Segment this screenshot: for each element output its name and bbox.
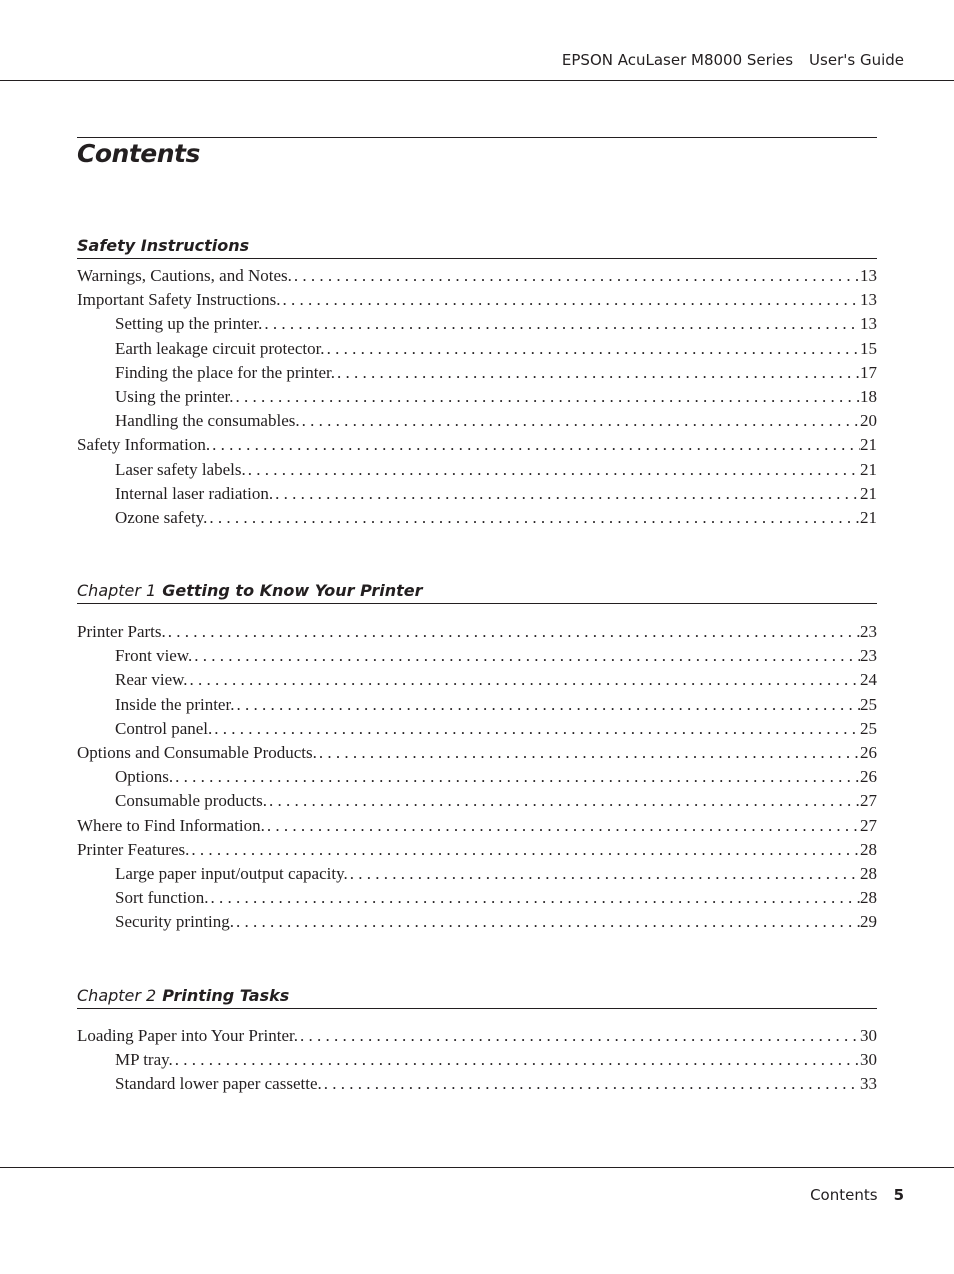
- toc-entry-label: Loading Paper into Your Printer.: [77, 1026, 298, 1045]
- toc-entry-page: 20: [860, 411, 877, 431]
- dot-leader: [281, 288, 861, 312]
- dot-leader: [234, 910, 860, 934]
- toc-entry[interactable]: [77, 741, 877, 765]
- toc-entry-label: Where to Find Information.: [77, 815, 265, 835]
- section-prefix: Chapter 2: [77, 986, 157, 1005]
- toc-entry-label: Setting up the printer.: [115, 314, 263, 334]
- toc-entry[interactable]: [77, 482, 877, 506]
- toc-entry-label: Using the printer.: [115, 386, 234, 406]
- toc-entry-label: Options.: [115, 767, 174, 787]
- toc-entry-label: Earth leakage circuit protector.: [115, 338, 325, 358]
- running-header: [562, 51, 904, 69]
- toc-entry-page: 25: [860, 694, 877, 714]
- toc-entry[interactable]: [77, 693, 877, 717]
- toc-entry-page: 29: [860, 912, 877, 932]
- dot-leader: [267, 789, 860, 813]
- toc-entry-label: Large paper input/output capacity.: [115, 863, 348, 883]
- toc-entry[interactable]: [77, 1024, 877, 1048]
- toc-entry-page: 27: [860, 815, 877, 835]
- toc-entry[interactable]: [77, 717, 877, 741]
- toc-entry-page: 15: [860, 338, 877, 358]
- section-name: Printing Tasks: [162, 986, 290, 1005]
- toc-entry-page: 25: [860, 718, 877, 738]
- toc-entry-page: 21: [860, 459, 877, 479]
- toc-entry-page: 23: [860, 646, 877, 666]
- toc-entry[interactable]: [77, 506, 877, 530]
- toc-entry-label: Front view.: [115, 646, 193, 666]
- toc-entry[interactable]: [77, 814, 877, 838]
- dot-leader: [207, 506, 860, 530]
- toc-entry-page: 26: [860, 742, 877, 762]
- toc-entry-label: Finding the place for the printer.: [115, 362, 335, 382]
- toc-entry[interactable]: [77, 1072, 877, 1096]
- toc-entry-page: 28: [860, 863, 877, 883]
- toc-entry-label: Warnings, Cautions, and Notes.: [77, 266, 292, 285]
- toc-entry[interactable]: [77, 409, 877, 433]
- toc-entry-page: 23: [860, 622, 877, 641]
- toc-entry[interactable]: [77, 361, 877, 385]
- toc-list-chapter-1: [77, 620, 877, 934]
- dot-leader: [234, 385, 860, 409]
- toc-entry-label: Consumable products.: [115, 791, 268, 811]
- toc-entry[interactable]: [77, 264, 877, 288]
- toc-entry-label: Ozone safety.: [115, 507, 208, 527]
- toc-entry-page: 27: [860, 791, 877, 811]
- toc-entry-page: 28: [860, 888, 877, 908]
- toc-entry[interactable]: [77, 458, 877, 482]
- toc-entry-label: Printer Features.: [77, 839, 190, 859]
- dot-leader: [317, 741, 860, 765]
- toc-entry[interactable]: [77, 1048, 877, 1072]
- dot-leader: [298, 1024, 860, 1048]
- dot-leader: [192, 644, 860, 668]
- section-heading-chapter-1: [77, 581, 877, 604]
- toc-entry[interactable]: [77, 620, 877, 644]
- toc-entry-label: Standard lower paper cassette.: [115, 1074, 322, 1094]
- page-number: 5: [893, 1186, 904, 1204]
- toc-entry[interactable]: [77, 385, 877, 409]
- toc-entry-page: 26: [860, 767, 877, 787]
- toc-entry-label: Security printing.: [115, 912, 234, 932]
- section-name: Safety Instructions: [77, 236, 250, 255]
- header-guide: User's Guide: [809, 51, 904, 69]
- toc-entry[interactable]: [77, 433, 877, 457]
- header-product: EPSON AcuLaser M8000 Series: [561, 51, 794, 69]
- toc-entry[interactable]: [77, 910, 877, 934]
- section-heading-safety-instructions: [77, 236, 877, 259]
- toc-entry-page: 18: [860, 386, 877, 406]
- toc-entry-label: Internal laser radiation.: [115, 483, 274, 503]
- toc-entry-page: 21: [860, 483, 877, 503]
- dot-leader: [234, 693, 860, 717]
- toc-entry-label: Control panel.: [115, 718, 213, 738]
- header-rule: [0, 80, 954, 81]
- section-prefix: Chapter 1: [77, 581, 157, 600]
- toc-list-safety-instructions: [77, 264, 877, 530]
- toc-entry[interactable]: [77, 668, 877, 692]
- toc-entry-page: 13: [860, 314, 877, 334]
- section-heading-chapter-2: [77, 986, 877, 1009]
- toc-entry[interactable]: [77, 337, 877, 361]
- toc-entry-page: 17: [860, 362, 877, 382]
- toc-entry[interactable]: [77, 765, 877, 789]
- toc-entry[interactable]: [77, 886, 877, 910]
- dot-leader: [335, 361, 860, 385]
- toc-entry-page: 33: [860, 1074, 877, 1094]
- toc-entry-page: 21: [860, 435, 877, 455]
- dot-leader: [300, 409, 860, 433]
- toc-entry-label: Rear view.: [115, 670, 188, 690]
- toc-entry-page: 24: [860, 670, 877, 690]
- dot-leader: [166, 620, 860, 644]
- toc-entry-label: Important Safety Instructions.: [77, 290, 281, 310]
- running-footer: [810, 1186, 904, 1204]
- title-rule: [77, 137, 877, 138]
- footer-label: Contents: [810, 1186, 878, 1204]
- dot-leader: [189, 838, 860, 862]
- toc-entry-label: Printer Parts.: [77, 622, 166, 641]
- toc-entry[interactable]: [77, 288, 877, 312]
- toc-entry-label: Inside the printer.: [115, 694, 235, 714]
- dot-leader: [292, 264, 860, 288]
- toc-list-chapter-2: [77, 1024, 877, 1097]
- dot-leader: [173, 765, 860, 789]
- dot-leader: [322, 1072, 860, 1096]
- toc-entry-label: Safety Information.: [77, 435, 211, 455]
- toc-entry[interactable]: [77, 838, 877, 862]
- toc-entry-page: 30: [860, 1026, 877, 1045]
- dot-leader: [173, 1048, 860, 1072]
- toc-entry-page: 21: [860, 507, 877, 527]
- dot-leader: [325, 337, 860, 361]
- dot-leader: [273, 482, 860, 506]
- section-name: Getting to Know Your Printer: [162, 581, 423, 600]
- toc-entry-label: Handling the consumables.: [115, 411, 300, 431]
- dot-leader: [265, 814, 860, 838]
- page-title: Contents: [77, 139, 200, 168]
- dot-leader: [262, 312, 860, 336]
- toc-entry-page: 30: [860, 1050, 877, 1070]
- dot-leader: [212, 717, 860, 741]
- toc-entry-label: Laser safety labels.: [115, 459, 246, 479]
- toc-entry-label: MP tray.: [115, 1050, 173, 1070]
- toc-entry-page: 13: [860, 290, 877, 310]
- toc-entry[interactable]: [77, 789, 877, 813]
- toc-entry[interactable]: [77, 862, 877, 886]
- toc-entry-label: Options and Consumable Products.: [77, 742, 317, 762]
- dot-leader: [209, 886, 861, 910]
- dot-leader: [348, 862, 860, 886]
- dot-leader: [246, 458, 860, 482]
- dot-leader: [210, 433, 860, 457]
- toc-entry[interactable]: [77, 644, 877, 668]
- footer-rule: [0, 1167, 954, 1168]
- toc-entry-page: 13: [860, 266, 877, 285]
- toc-entry-label: Sort function.: [115, 888, 209, 908]
- toc-entry-page: 28: [860, 839, 877, 859]
- dot-leader: [188, 668, 860, 692]
- toc-entry[interactable]: [77, 312, 877, 336]
